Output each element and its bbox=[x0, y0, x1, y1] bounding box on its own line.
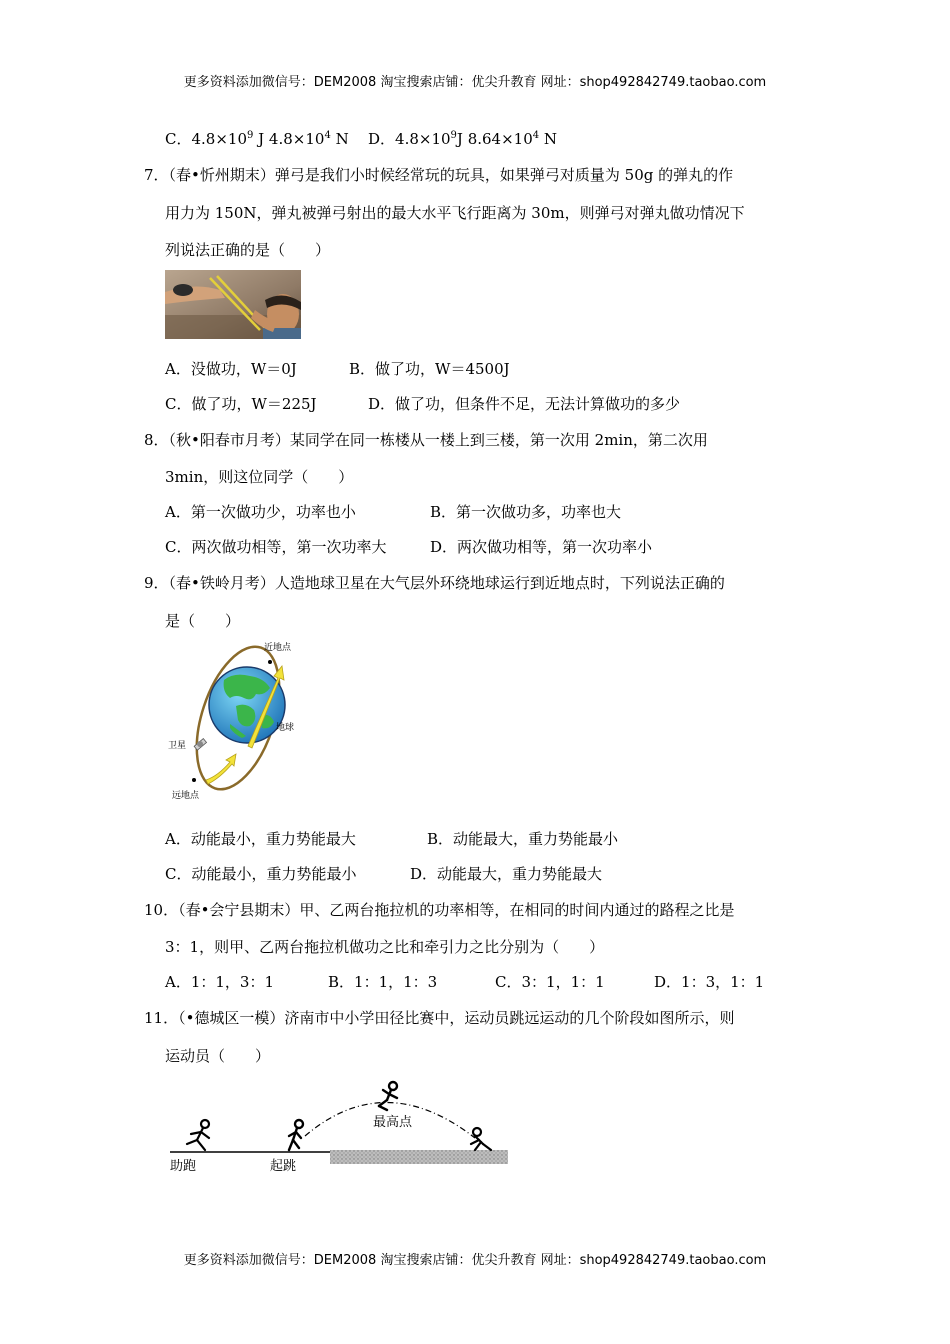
q6-option-d: D．$4.8\times 10^9J$ $8.64\times 10^4$ N bbox=[368, 130, 558, 148]
q8-option-d: D．两次做功相等，第一次功率小 bbox=[430, 538, 653, 556]
q9-stem-line2: 是（ ） bbox=[165, 612, 241, 630]
long-jump-figure bbox=[165, 1078, 510, 1178]
fig-label-earth: 地球 bbox=[276, 723, 295, 733]
q9-stem-line1: 9．（春•铁岭月考）人造地球卫星在大气层外环绕地球运行到近地点时，下列说法正确的 bbox=[144, 574, 725, 592]
peak-figure bbox=[379, 1082, 397, 1110]
q7-option-b: B．做了功，W＝4500J bbox=[349, 360, 510, 378]
q8-stem-line1: 8．（秋•阳春市月考）某同学在同一栋楼从一楼上到三楼，第一次用 2min，第二次用 bbox=[144, 431, 708, 449]
q9-option-d: D．动能最大，重力势能最大 bbox=[410, 865, 603, 883]
q11-stem-line1: 11．（•德城区一模）济南市中小学田径比赛中，运动员跳远运动的几个阶段如图所示，则 bbox=[144, 1009, 735, 1027]
orbit-arrow-lower bbox=[206, 754, 236, 784]
takeoff-figure bbox=[289, 1120, 303, 1150]
q9-option-c: C．动能最小，重力势能最小 bbox=[165, 865, 357, 883]
perigee-dot bbox=[268, 660, 272, 664]
q7-option-d: D．做了功，但条件不足，无法计算做功的多少 bbox=[368, 395, 681, 413]
q7-stem-line1: 7．（春•忻州期末）弹弓是我们小时候经常玩的玩具，如果弹弓对质量为 50g 的弹丸的作 bbox=[144, 166, 734, 184]
fig-label-satellite: 卫星 bbox=[168, 741, 187, 751]
q10-stem-line2: 3：1，则甲、乙两台拖拉机做功之比和牵引力之比分别为（ ） bbox=[165, 938, 605, 956]
q8-option-a: A．第一次做功少，功率也小 bbox=[165, 503, 356, 521]
q7-stem-line2: 用力为 150N，弹丸被弹弓射出的最大水平飞行距离为 30m，则弹弓对弹丸做功情况下 bbox=[165, 204, 745, 222]
q7-stem-line3: 列说法正确的是（ ） bbox=[165, 241, 331, 259]
q8-option-b: B．第一次做功多，功率也大 bbox=[430, 503, 622, 521]
page-header: 更多资料添加微信号：DEM2008 淘宝搜索店铺：优尖升教育 网址：shop492842749.taobao.com bbox=[183, 75, 767, 90]
slingshot-photo bbox=[165, 270, 301, 339]
fig-label-takeoff: 起跳 bbox=[270, 1159, 297, 1174]
q7-option-c: C．做了功，W＝225J bbox=[165, 395, 317, 413]
apogee-dot bbox=[192, 778, 196, 782]
fig-label-apogee: 远地点 bbox=[172, 791, 200, 801]
q8-option-c: C．两次做功相等，第一次功率大 bbox=[165, 538, 387, 556]
q10-option-d: D．1：3，1：1 bbox=[654, 973, 765, 991]
q9-option-b: B．动能最大，重力势能最小 bbox=[427, 830, 619, 848]
runner-figure bbox=[187, 1120, 209, 1150]
q10-option-a: A．1：1，3：1 bbox=[165, 973, 275, 991]
q7-option-a: A．没做功，W＝0J bbox=[165, 360, 297, 378]
q8-stem-line2: 3min，则这位同学（ ） bbox=[165, 468, 354, 486]
q10-stem-line1: 10．（春•会宁县期末）甲、乙两台拖拉机的功率相等，在相同的时间内通过的路程之比是 bbox=[144, 901, 735, 919]
page-footer: 更多资料添加微信号：DEM2008 淘宝搜索店铺：优尖升教育 网址：shop492842749.taobao.com bbox=[183, 1253, 767, 1268]
q10-option-b: B．1：1，1：3 bbox=[328, 973, 438, 991]
q11-stem-line2: 运动员（ ） bbox=[165, 1047, 271, 1065]
satellite-orbit-figure bbox=[160, 638, 310, 804]
q9-option-a: A．动能最小，重力势能最大 bbox=[165, 830, 356, 848]
sand-pit bbox=[330, 1150, 508, 1164]
q10-option-c: C．3：1，1：1 bbox=[495, 973, 605, 991]
landing-figure bbox=[471, 1128, 491, 1150]
fig-label-run: 助跑 bbox=[170, 1159, 197, 1174]
q6-option-c: C．$4.8\times 10^9$ J $4.8\times 10^4$ N bbox=[165, 130, 349, 148]
fig-label-peak: 最高点 bbox=[373, 1115, 413, 1130]
fig-label-perigee: 近地点 bbox=[264, 643, 292, 653]
